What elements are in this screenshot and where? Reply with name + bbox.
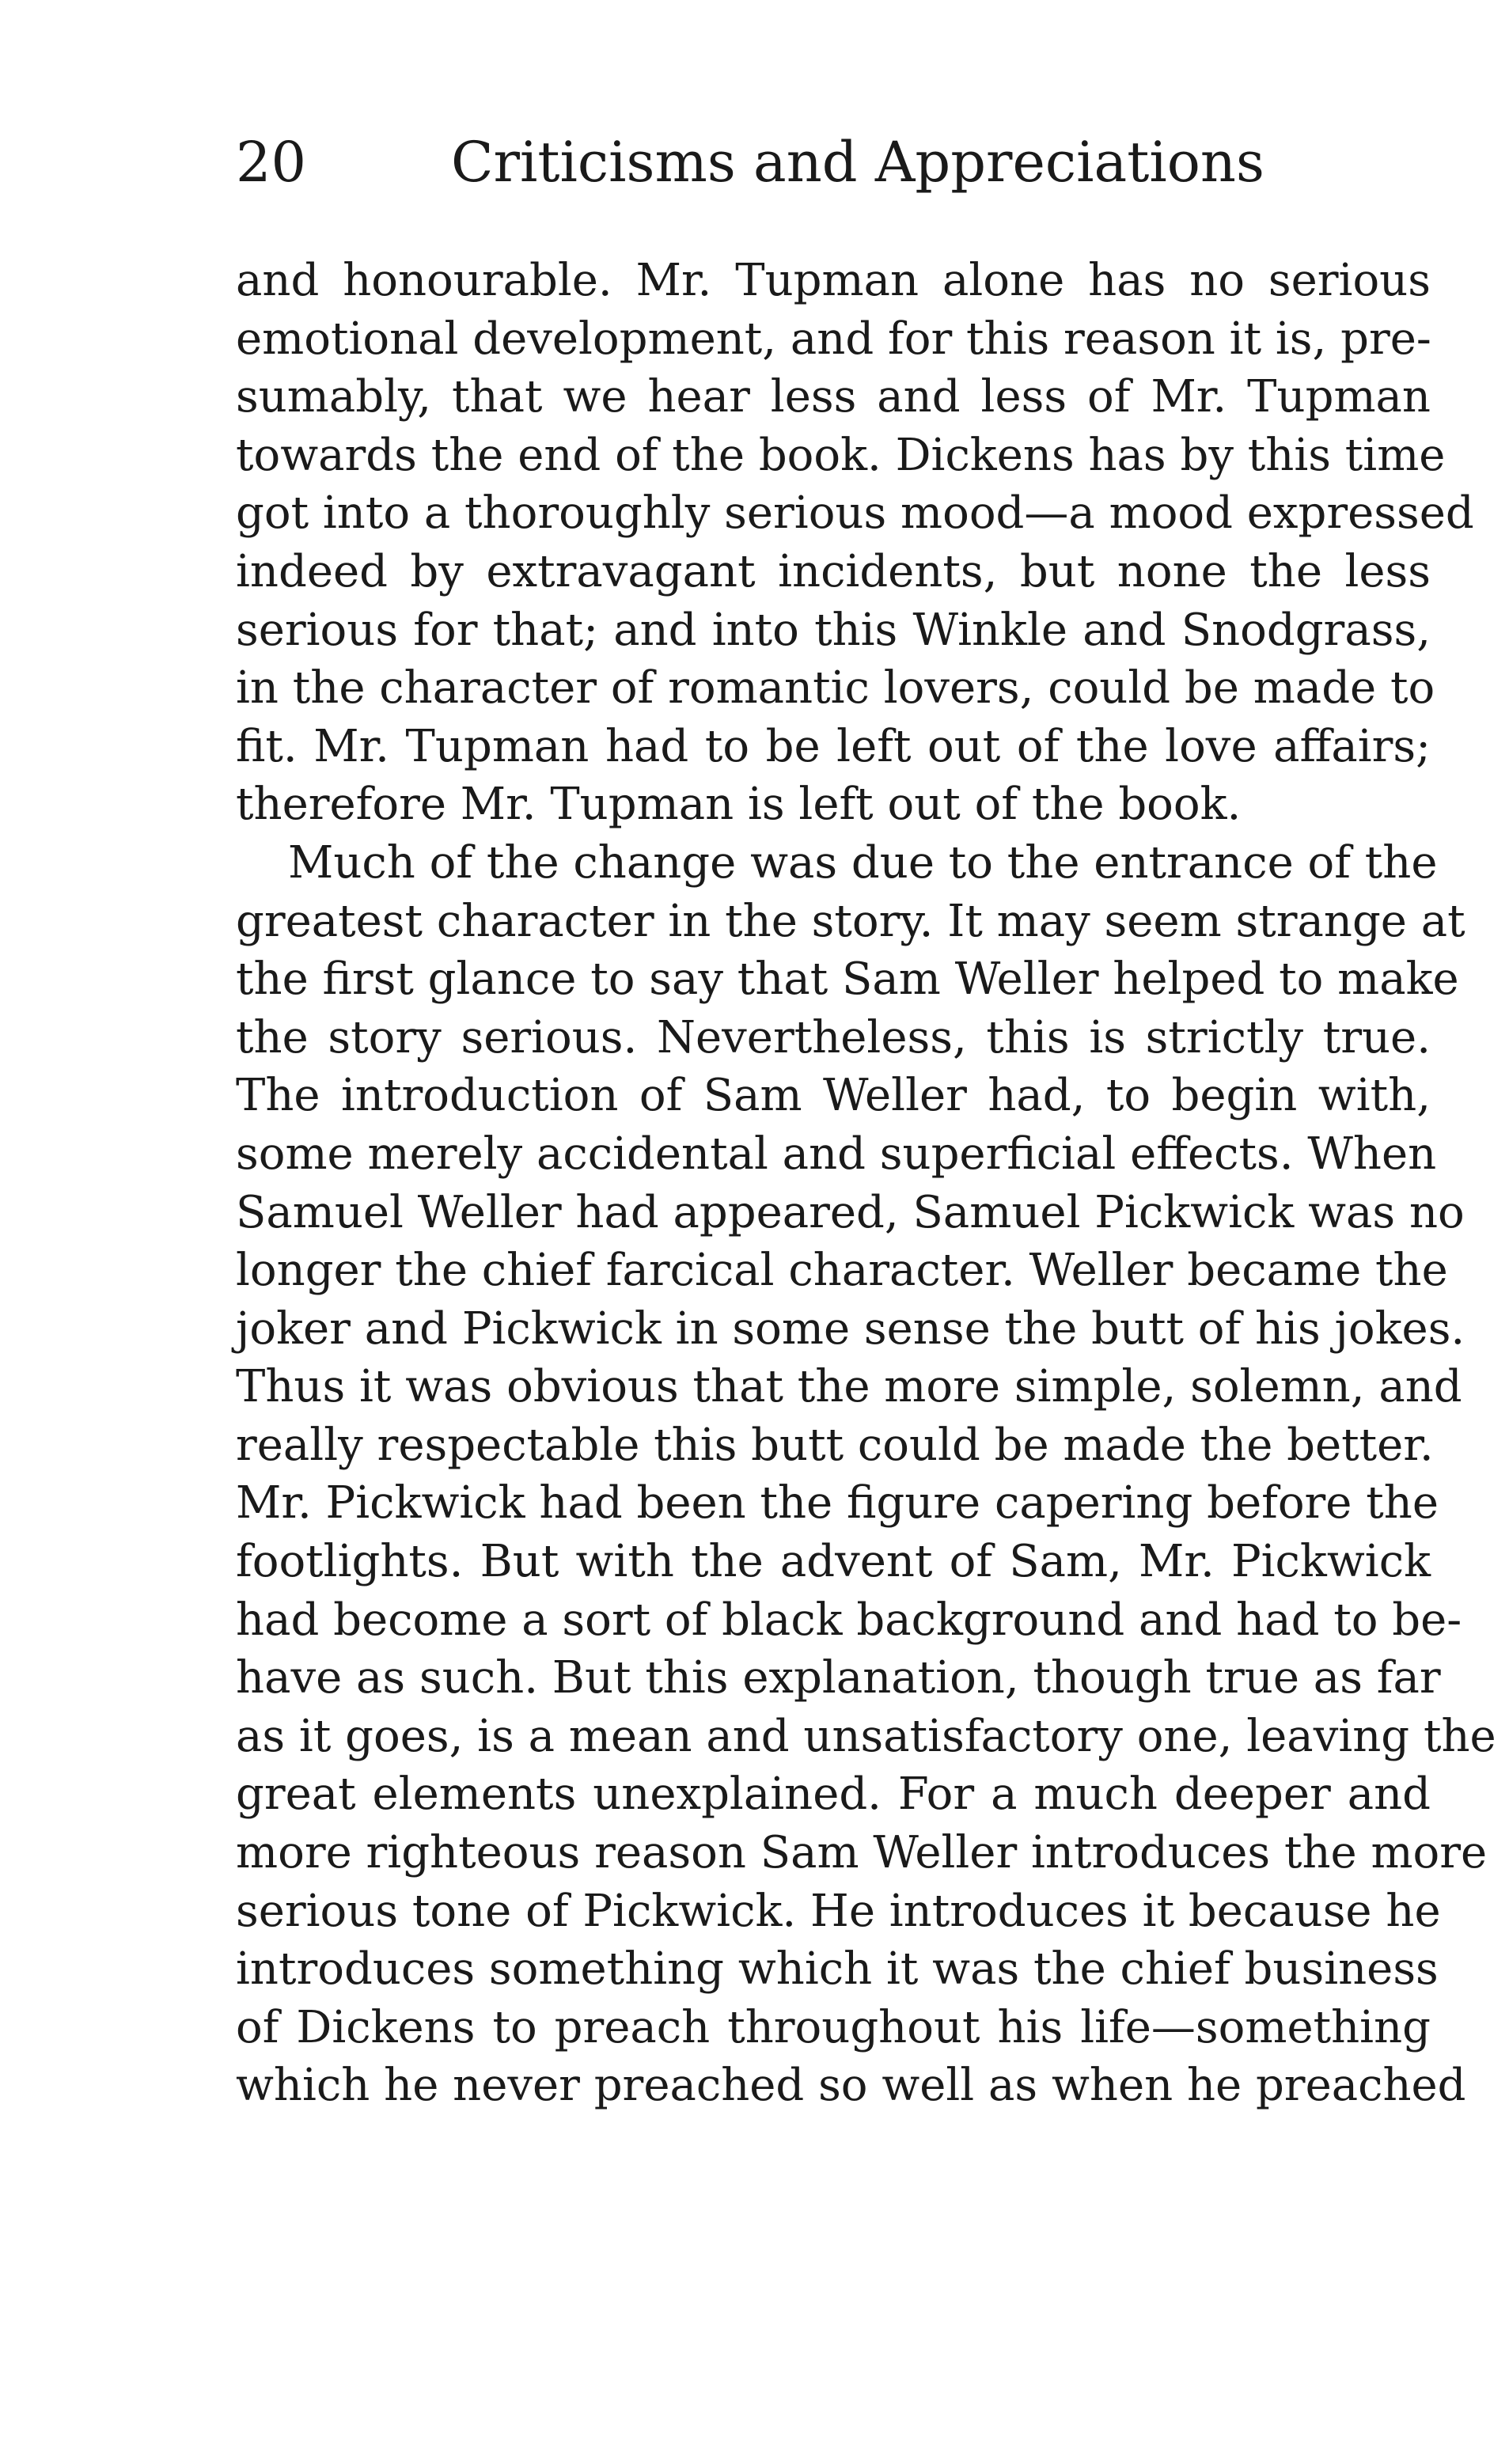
text-line: Samuel Weller had appeared, Samuel Pickwick was no [236, 1186, 1465, 1238]
text-line: sumably, that we hear less and less of Mr. Tupman [236, 371, 1431, 423]
text-line: which he never preached so well as when he preached [236, 2060, 1466, 2112]
text-line: had become a sort of black background and had to be- [236, 1594, 1462, 1646]
text-line: really respectable this butt could be made the better. [236, 1419, 1434, 1471]
text-line: serious tone of Pickwick. He introduces it because he [236, 1885, 1441, 1937]
text-line: serious for that; and into this Winkle and Snodgrass, [236, 604, 1431, 656]
page-number: 20 [236, 130, 307, 195]
text-line: the first glance to say that Sam Weller helped to make [236, 953, 1459, 1006]
paragraph-1 [236, 252, 1474, 834]
text-line: got into a thoroughly serious mood—a mood expressed [236, 487, 1474, 540]
text-line: and honourable. Mr. Tupman alone has no serious [236, 255, 1431, 306]
text-line: as it goes, is a mean and unsatisfactory one, leaving the [236, 1710, 1496, 1762]
paragraph-2 [236, 834, 1496, 2115]
text-line: towards the end of the book. Dickens has by this time [236, 429, 1446, 481]
text-line: in the character of romantic lovers, could be made to [236, 662, 1435, 715]
text-line: Much of the change was due to the entrance of the [288, 836, 1438, 889]
text-line: longer the chief farcical character. Weller became the [236, 1245, 1448, 1297]
text-line: great elements unexplained. For a much deeper and [236, 1768, 1431, 1821]
running-head [236, 127, 1431, 198]
body-text [236, 252, 1496, 2115]
text-line: greatest character in the story. It may seem strange at [236, 895, 1465, 947]
text-line: more righteous reason Sam Weller introduces the more [236, 1827, 1488, 1879]
text-line: fit. Mr. Tupman had to be left out of the love affairs; [236, 720, 1431, 772]
text-line: the story serious. Nevertheless, this is strictly true. [236, 1011, 1431, 1063]
running-title: Criticisms and Appreciations [451, 130, 1264, 195]
text-line: footlights. But with the advent of Sam, Mr. Pickwick [236, 1536, 1431, 1588]
text-line: introduces something which it was the chief business [236, 1943, 1439, 1996]
text-line: have as such. But this explanation, though true as far [236, 1652, 1441, 1704]
text-line: some merely accidental and superficial effects. When [236, 1128, 1437, 1180]
text-line: The introduction of Sam Weller had, to begin with, [236, 1070, 1431, 1122]
text-line: indeed by extravagant incidents, but none the less [236, 545, 1431, 597]
text-line: therefore Mr. Tupman is left out of the book. [236, 779, 1242, 831]
text-line: Mr. Pickwick had been the figure capering before the [236, 1477, 1439, 1530]
text-line: emotional development, and for this reason it is, pre- [236, 313, 1431, 365]
text-line: Thus it was obvious that the more simple, solemn, and [236, 1361, 1462, 1413]
text-line: of Dickens to preach throughout his life—something [236, 2001, 1431, 2053]
text-line: joker and Pickwick in some sense the butt of his jokes. [236, 1302, 1465, 1355]
